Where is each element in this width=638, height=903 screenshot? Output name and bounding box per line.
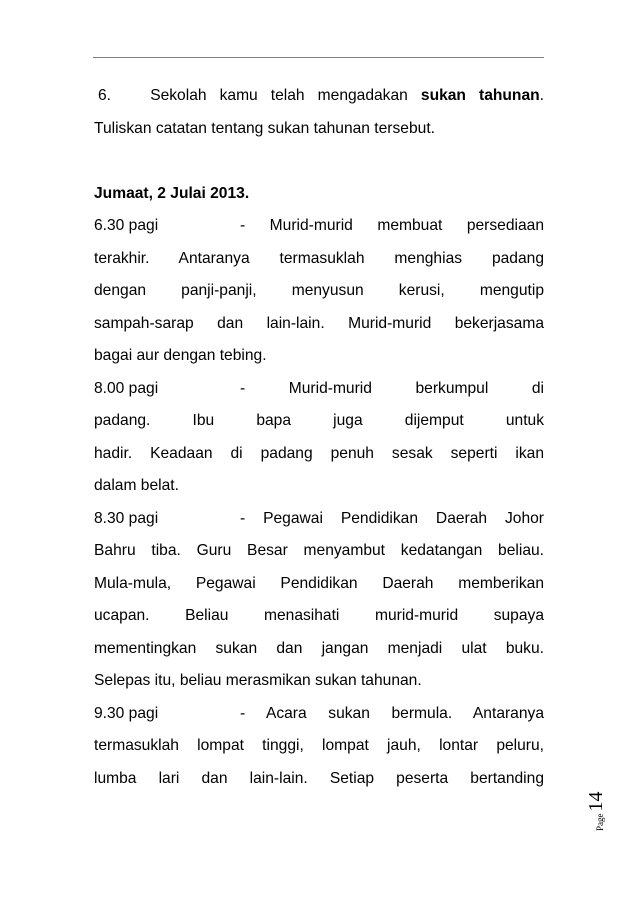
page-number [585, 776, 605, 831]
spacer [94, 145, 544, 178]
header-rule [93, 57, 544, 58]
question-text: Sekolah kamu telah mengadakan [150, 87, 408, 104]
body-line: Selepas itu, beliau merasmikan sukan tahunan. [94, 672, 422, 689]
time-entry-first-line [94, 698, 544, 731]
body-line: termasuklah lompat tinggi, lompat jauh, lontar peluru, [94, 737, 544, 754]
question-number: 6. [98, 87, 112, 104]
time-entry-first-line [94, 210, 544, 243]
entry-date: Jumaat, 2 Julai 2013. [94, 184, 250, 202]
time-label: 6.30 pagi [94, 217, 159, 234]
body-line: dalam belat. [94, 477, 179, 494]
body-line: Mula-mula, Pegawai Pendidikan Daerah memberikan [94, 574, 544, 592]
time-entry-text: - Pegawai Pendidikan Daerah Johor [240, 509, 544, 527]
time-label: 8.30 pagi [94, 509, 159, 527]
body-line: lumba lari dan lain-lain. Setiap peserta bertanding [94, 769, 544, 787]
time-entry-text: - Acara sukan bermula. Antaranya [240, 704, 544, 722]
document-body [94, 80, 544, 795]
question-emphasis: sukan tahunan [420, 87, 540, 104]
body-line: terakhir. Antaranya termasuklah menghias padang [94, 249, 544, 267]
question-line-2: Tuliskan catatan tentang sukan tahunan tersebut. [94, 119, 435, 137]
page-label: Page [595, 813, 605, 831]
question-line-1 [94, 80, 544, 113]
body-line: hadir. Keadaan di padang penuh sesak seperti ikan [94, 444, 544, 462]
time-label: 9.30 pagi [94, 704, 159, 722]
body-line: ucapan. Beliau menasihati murid-murid supaya [94, 607, 544, 624]
entry-blocks [94, 210, 544, 795]
body-line: dengan panji-panji, menyusun kerusi, mengutip [94, 282, 544, 299]
body-line: Bahru tiba. Guru Besar menyambut kedatangan beliau. [94, 542, 544, 559]
time-entry-text: - Murid-murid membuat persediaan [240, 217, 544, 234]
question-end-punct: . [539, 87, 544, 104]
time-label: 8.00 pagi [94, 379, 159, 397]
body-line: bagai aur dengan tebing. [94, 347, 267, 364]
page-number-value: 14 [585, 791, 607, 812]
time-entry-first-line [94, 373, 544, 406]
time-entry-text: - Murid-murid berkumpul di [240, 379, 544, 397]
body-line: mementingkan sukan dan jangan menjadi ulat buku. [94, 639, 544, 657]
time-entry-first-line [94, 503, 544, 536]
body-line: sampah-sarap dan lain-lain. Murid-murid bekerjasama [94, 314, 544, 332]
body-line: padang. Ibu bapa juga dijemput untuk [94, 412, 544, 429]
